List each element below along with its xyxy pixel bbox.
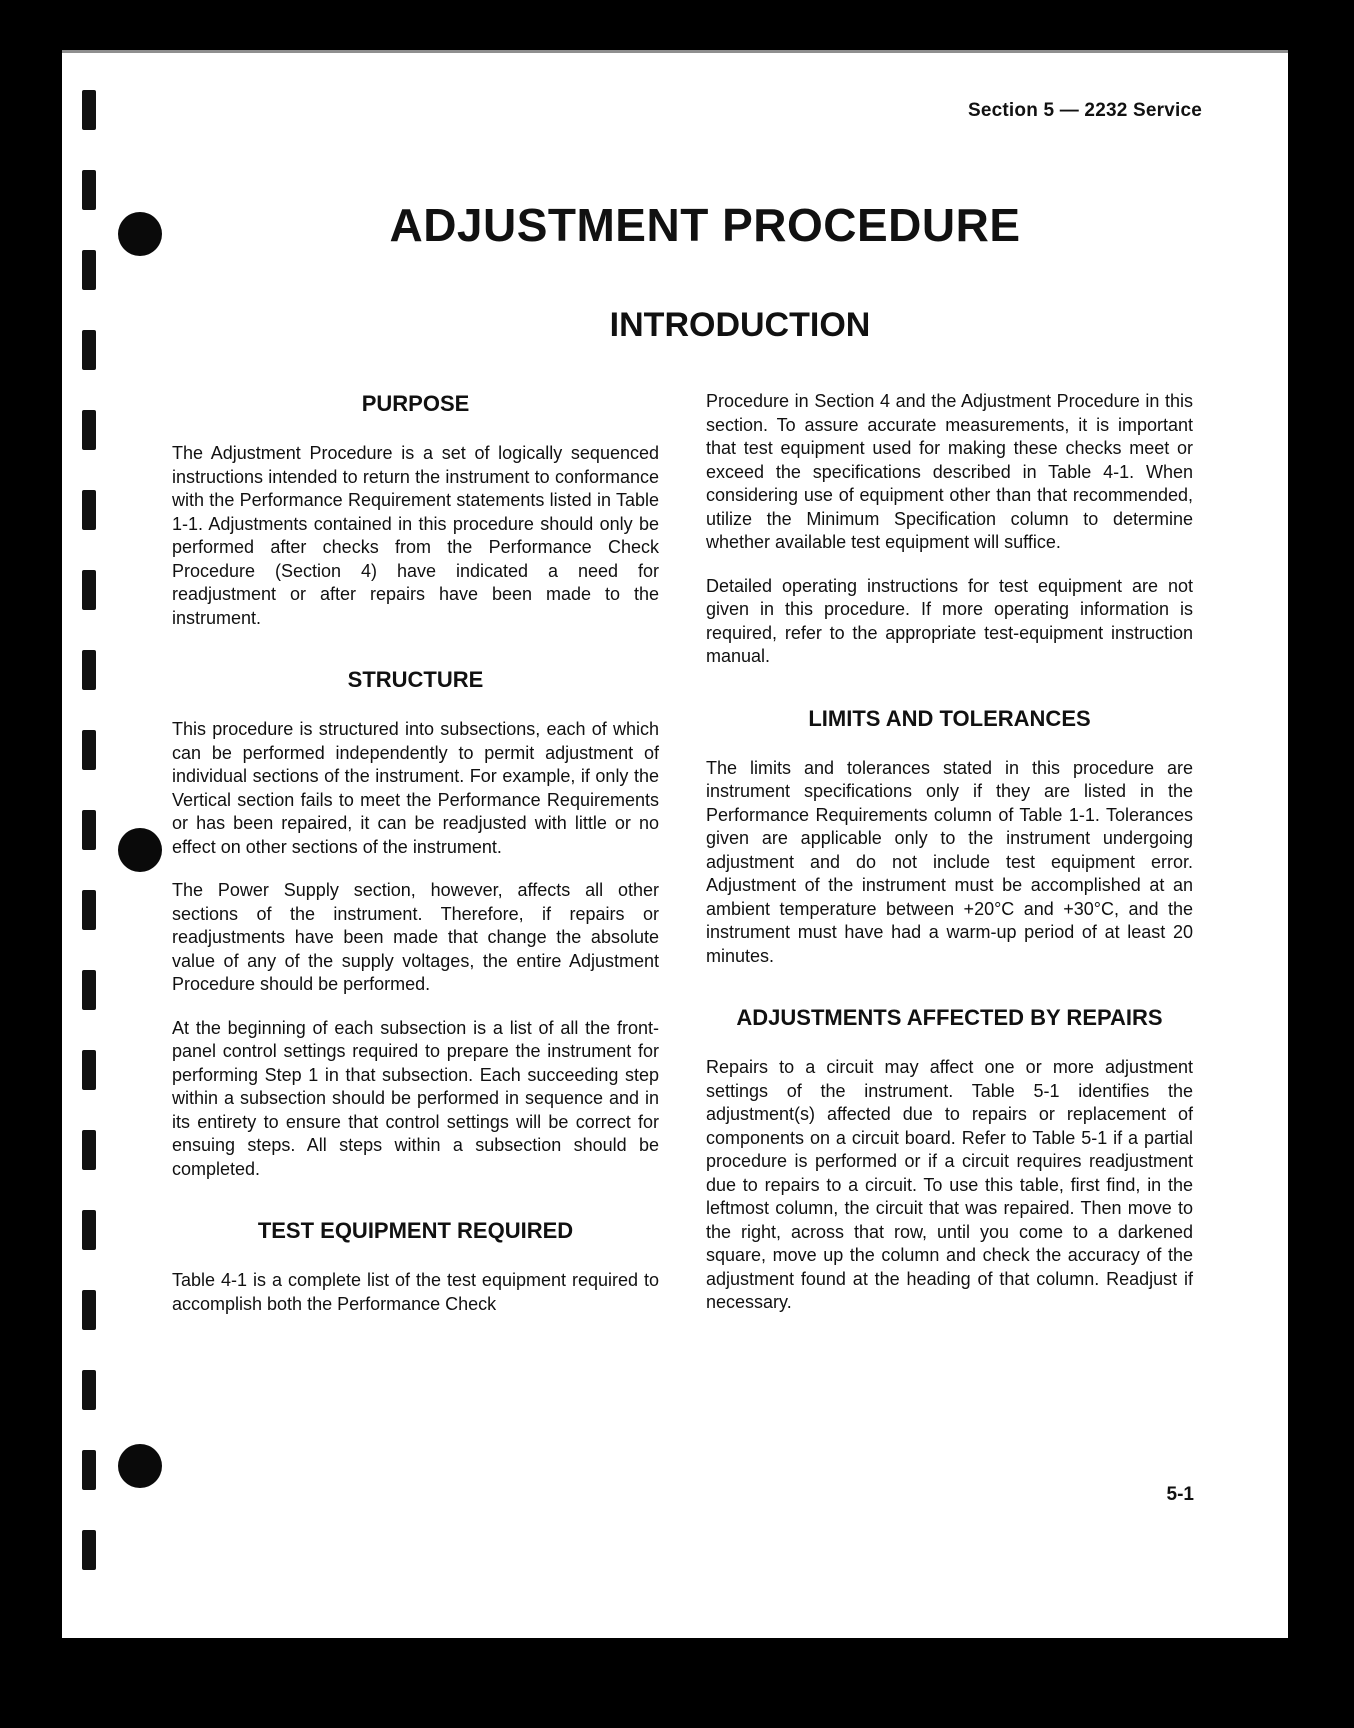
running-header: Section 5 — 2232 Service — [968, 100, 1202, 121]
continued-paragraph-1: Procedure in Section 4 and the Adjustment Procedure in this section. To assure accurate measurements, it is important that test equipment used for making these checks meet or exceed the specifications described in Table 4-1. When considering use of equipment other than that recommended, utilize the Minimum Specification column to determine whether available test equipment will suffice. — [706, 391, 1193, 552]
adjustments-paragraph: Repairs to a circuit may affect one or more adjustment settings of the instrument. Table 5-1 identifies the adjustment(s) affected due to repairs or replacement of components on a circuit board. Refer to Table 5-1 if a partial procedure is performed or if a circuit requires readjustment due to repairs to a circuit. To use this table, first find, in the leftmost column, the circuit that was repaired. Then move to the right, across that row, until you come to a darkened square, move up the column and check the accuracy of the adjustment found at the heading of that column. Readjust if necessary. — [706, 1057, 1193, 1312]
structure-paragraph-1: This procedure is structured into subsections, each of which can be performed independently to permit adjustment of individual sections of the instrument. For example, if only the Vertical section fails to meet the Performance Requirements or has been repaired, it can be readjusted with little or no effect on other sections of the instrument. — [172, 719, 659, 857]
purpose-heading: PURPOSE — [361, 391, 470, 416]
page-number: 5-1 — [1166, 1484, 1194, 1505]
structure-paragraph-2: The Power Supply section, however, affects all other sections of the instrument. Therefore, if repairs or readjustments have been made that change the absolute value of any of the supply voltages, the entire Adjustment Procedure should be performed. — [172, 880, 659, 994]
limits-heading: LIMITS AND TOLERANCES — [808, 705, 1091, 731]
limits-paragraph: The limits and tolerances stated in this procedure are instrument specifications only if they are listed in the Performance Requirements column of Table 1-1. Tolerances given are applicable only to the instrument undergoing adjustment and do not include test equipment error. Adjustment of the instrument must be accomplished at an ambient temperature between +20°C and +30°C, and the instrument must have had a warm-up period of at least 20 minutes. — [706, 757, 1193, 966]
document-page — [62, 50, 1288, 1638]
purpose-paragraph: The Adjustment Procedure is a set of logically sequenced instructions intended to return the instrument to conformance with the Performance Requirement statements listed in Table 1-1. Adjustments contained in this procedure should only be performed after checks from the Performance Check Procedure (Section 4) have indicated a need for readjustment or after repairs have been made to the instrument. — [172, 443, 659, 628]
page-subtitle: INTRODUCTION — [609, 306, 871, 344]
continued-paragraph-2: Detailed operating instructions for test equipment are not given in this procedure. If more operating information is required, refer to the appropriate test-equipment instruction manual. — [706, 575, 1193, 666]
test-equipment-heading: TEST EQUIPMENT REQUIRED — [257, 1218, 574, 1243]
structure-paragraph-3: At the beginning of each subsection is a list of all the front-panel control settings required to prepare the instrument for performing Step 1 in that subsection. Each succeeding step within a subsection should be performed in sequence and in its entirety to ensure that control settings will be correct for ensuing steps. All steps within a subsection should be completed. — [172, 1017, 659, 1179]
right-column — [706, 390, 1193, 1335]
test-equipment-paragraph: Table 4-1 is a complete list of the test equipment required to accomplish both the Performance Check — [172, 1270, 659, 1314]
punch-hole-top — [118, 212, 162, 256]
adjustments-heading: ADJUSTMENTS AFFECTED BY REPAIRS — [736, 1005, 1163, 1030]
punch-hole-bottom — [118, 1444, 162, 1488]
punch-hole-middle — [118, 828, 162, 872]
top-rule — [62, 50, 1288, 53]
structure-heading: STRUCTURE — [347, 667, 484, 692]
page-title: ADJUSTMENT PROCEDURE — [389, 199, 1021, 251]
left-column — [172, 390, 659, 1336]
binder-marks — [82, 90, 98, 1638]
